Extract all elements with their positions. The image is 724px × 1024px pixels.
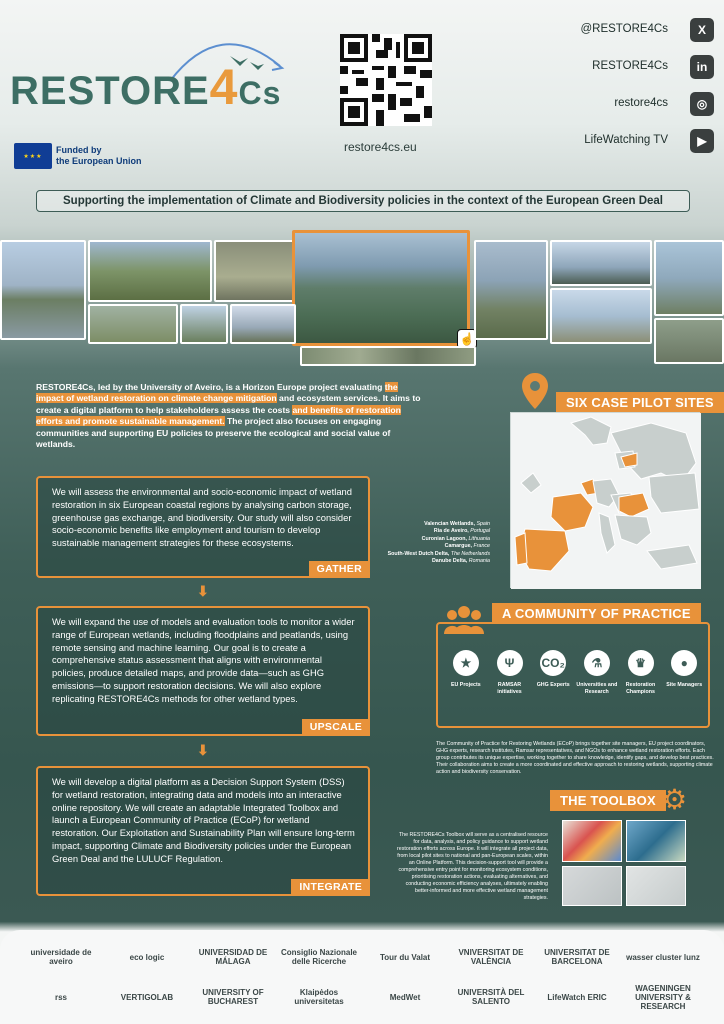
pilot-site-country: Spain [476,521,490,527]
logo-cs: Cs [238,75,282,111]
partner-logo[interactable]: UNIVERSIDAD DE MÁLAGA [198,948,268,966]
integrate-box [36,766,370,896]
website-link[interactable]: restore4cs.eu [344,140,417,154]
person-icon: ● [671,650,697,676]
pilot-site-item [382,558,490,565]
photo-field-10 [550,288,652,344]
x-icon[interactable]: X [690,18,714,42]
gear-icon: ⚙ [662,784,688,815]
community-item-label: Restoration Champions [625,682,656,695]
photo-field-11 [654,318,724,364]
community-box [436,622,710,728]
community-item [488,650,532,695]
hand-cursor-icon: ☝ [457,329,477,349]
partner-logo[interactable]: VNIVERSITAT DE VALÈNCIA [458,948,524,966]
qr-code[interactable] [340,34,432,126]
partner-logo[interactable]: MedWet [389,992,421,1002]
arrow-down-icon: ⬇ [197,742,209,758]
community-item-label: GHG Experts [536,682,570,688]
integrate-text: We will develop a digital platform as a Decision Support System (DSS) for wetland restoration, integrating data and models into an interactive online repository. We will create an adaptable Integrated Toolbox and launch a European Community of Practice (ECoP) for wetland restoration. Our Exploitation and Sustainability Plan will ensure long-term impact, supporting Climate and Biodiversity policies under the European Green Deal and the LULUCF Regulation. [52,776,355,864]
pilot-site-name: South-West Dutch Delta, [387,550,450,557]
social-label[interactable]: LifeWatching TV [584,134,668,146]
social-label[interactable]: @RESTORE4Cs [580,23,668,35]
toolbox-map-4 [626,866,686,906]
pilot-sites-title: SIX CASE PILOT SITES [556,392,724,413]
intro-part1: RESTORE4Cs, led by the University of Aveiro, is a Horizon Europe project evaluating [36,382,385,392]
toolbox-map-2 [626,820,686,862]
pilot-site-country: Romania [468,558,490,565]
pilot-site-item [382,536,490,543]
partner-logo[interactable]: wasser cluster lunz [626,952,700,962]
upscale-box [36,606,370,736]
pilot-site-name: Ria de Aveiro, [433,528,469,535]
integrate-tag: INTEGRATE [291,879,370,896]
pilot-site-country: Portugal [470,528,490,535]
gather-text: We will assess the environmental and socio-economic impact of wetland restoration in six European coastal regions by analysing carbon storage, greenhouse gas exchange, and biodiversity. Our study will also consider socio-economic benefits like employment and tourism to develop sustainable management strategies for these ecosystems. [52,486,352,549]
partner-logo[interactable]: Consiglio Nazionale delle Ricerche [280,948,357,966]
community-item [619,650,663,695]
logo [10,40,280,120]
photo-field-2 [88,240,212,302]
trophy-icon: ♛ [628,650,654,676]
partner-logo[interactable]: eco logic [129,952,165,962]
pilot-site-country: The Netherlands [450,550,490,557]
community-text: The Community of Practice for Restoring Wetlands (ECoP) brings together site managers, EU project coordinators, GHG experts, research institutes, Ramsar representatives, and NGOs to enhance wetland restoration efforts. Each group contributes its unique expertise, working together to share knowledge, identify gaps, and develop best practices. Their collaboration aims to create a more coordinated and effective approach to restoring wetlands, supporting climate action and biodiversity conservation. [436,741,714,775]
photo-field-6 [654,240,724,316]
intro-paragraph [36,382,426,450]
gather-tag: GATHER [309,561,370,578]
reeds-icon: Ψ [497,650,523,676]
pilot-site-item [382,528,490,535]
intro-part2: and ecosystem services. It aims to create a digital platform to help stakeholders assess the costs [36,393,421,415]
europe-map-icon [511,413,701,589]
community-item-label: RAMSAR initiatives [497,682,522,695]
social-label[interactable]: RESTORE4Cs [592,60,668,72]
pilot-site-item [382,521,490,528]
community-item [531,650,575,695]
photo-highlight[interactable] [292,230,475,346]
toolbox-map-3 [562,866,622,906]
community-item [662,650,706,695]
logo-text: RESTORE [10,69,210,113]
upscale-text: We will expand the use of models and evaluation tools to monitor a wider range of European wetlands, including floodplains and peatlands, using remote sensing and machine learning. Our goal is to create a comprehensive status assessment that aligns with environmental policies, produce detailed maps, and provide data—such as GHG emissions—to support restoration decisions. We will also explore replicating RESTORE4Cs methods for other wetland types. [52,616,355,704]
partner-logo[interactable]: rss [54,992,67,1002]
social-label[interactable]: restore4cs [614,97,668,109]
photo-field-1 [0,240,86,340]
pilot-site-name: Curonian Lagoon, [421,535,467,542]
youtube-icon[interactable]: ▶ [690,129,714,153]
partner-logo[interactable]: Klaipėdos universitetas [294,988,344,1006]
community-item-label: Site Managers [666,682,703,688]
qr-code-icon [340,34,432,126]
partner-logo[interactable]: VERTIGOLAB [120,992,174,1002]
instagram-icon[interactable]: ◎ [690,92,714,116]
microscope-icon: ⚗ [584,650,610,676]
partner-logo[interactable]: Tour du Valat [379,952,431,962]
partner-logo[interactable]: universidade de aveiro [30,948,92,966]
upscale-tag: UPSCALE [302,719,370,736]
toolbox-map-1 [562,820,622,862]
funded-line1: Funded by [56,145,102,155]
intro-highlight1: the impact of wetland restoration on climate change mitigation [36,382,398,404]
pilot-sites-list [382,521,490,565]
community-items [444,650,706,695]
partner-logo[interactable]: UNIVERSITAT DE BARCELONA [544,948,610,966]
intro-part3: The project also focuses on engaging communities and supporting EU policies to preserve the ecological and social value of wetlands. [36,416,391,450]
toolbox-title: THE TOOLBOX [550,790,666,811]
co2-icon: CO₂ [540,650,566,676]
community-item [575,650,619,695]
photo-field-5 [550,240,652,286]
photo-field-9 [230,304,296,344]
community-title: A COMMUNITY OF PRACTICE [492,603,701,624]
funded-line2: the European Union [56,156,142,166]
photo-field-8 [180,304,228,344]
location-pin-icon [520,372,550,410]
pilot-site-name: Camargue, [444,543,473,550]
gather-box [36,476,370,578]
partner-logo[interactable]: WAGENINGEN UNIVERSITY & RESEARCH [635,983,691,1011]
partner-logo[interactable]: LifeWatch ERIC [547,992,607,1002]
partner-logo[interactable]: UNIVERSITY OF BUCHAREST [202,988,264,1006]
photo-field-4 [474,240,548,340]
pilot-site-item [382,543,490,550]
partner-logo[interactable]: UNIVERSITÀ DEL SALENTO [457,988,525,1006]
partners-footer [0,930,724,1024]
pilot-site-name: Valencian Wetlands, [424,521,475,527]
photo-field-3 [214,240,296,302]
pilot-site-country: Lithuania [468,535,490,542]
pilot-site-country: France [473,543,490,550]
photo-strip [300,346,476,366]
arrow-down-icon: ⬇ [197,583,209,599]
intro-highlight2: and benefits of restoration efforts and promote sustainable management. [36,404,401,427]
pilot-site-name: Danube Delta, [431,558,468,565]
pilot-site-item [382,551,490,558]
community-item-label: EU Projects [450,682,481,688]
linkedin-icon[interactable]: in [690,55,714,79]
funded-by-text [56,145,142,167]
europe-map [510,412,700,588]
eu-stars-icon: ★ [453,650,479,676]
photo-field-7 [88,304,178,344]
community-item-label: Universities and Research [576,682,618,695]
community-item [444,650,488,695]
toolbox-text: The RESTORE4Cs Toolbox will serve as a centralised resource for data, analysis, and policy guidance to support wetland restoration efforts across Europe. It will integrate all project data, from local pilot sites to national and pan-European scales, within an Online Platform. This decision-support tool will provide a comprehensive entry point for monitoring ecosystem conditions, prioritising restoration actions, evaluating alternatives, and conducting economic efficiency analyses, ultimately enabling better-informed and more effective wetland management strategies. [397,832,548,901]
eu-flag-icon: ★★★ [14,143,52,169]
tagline: Supporting the implementation of Climate and Biodiversity policies in the context of the European Green Deal [36,190,690,212]
logo-four: 4 [209,59,239,115]
